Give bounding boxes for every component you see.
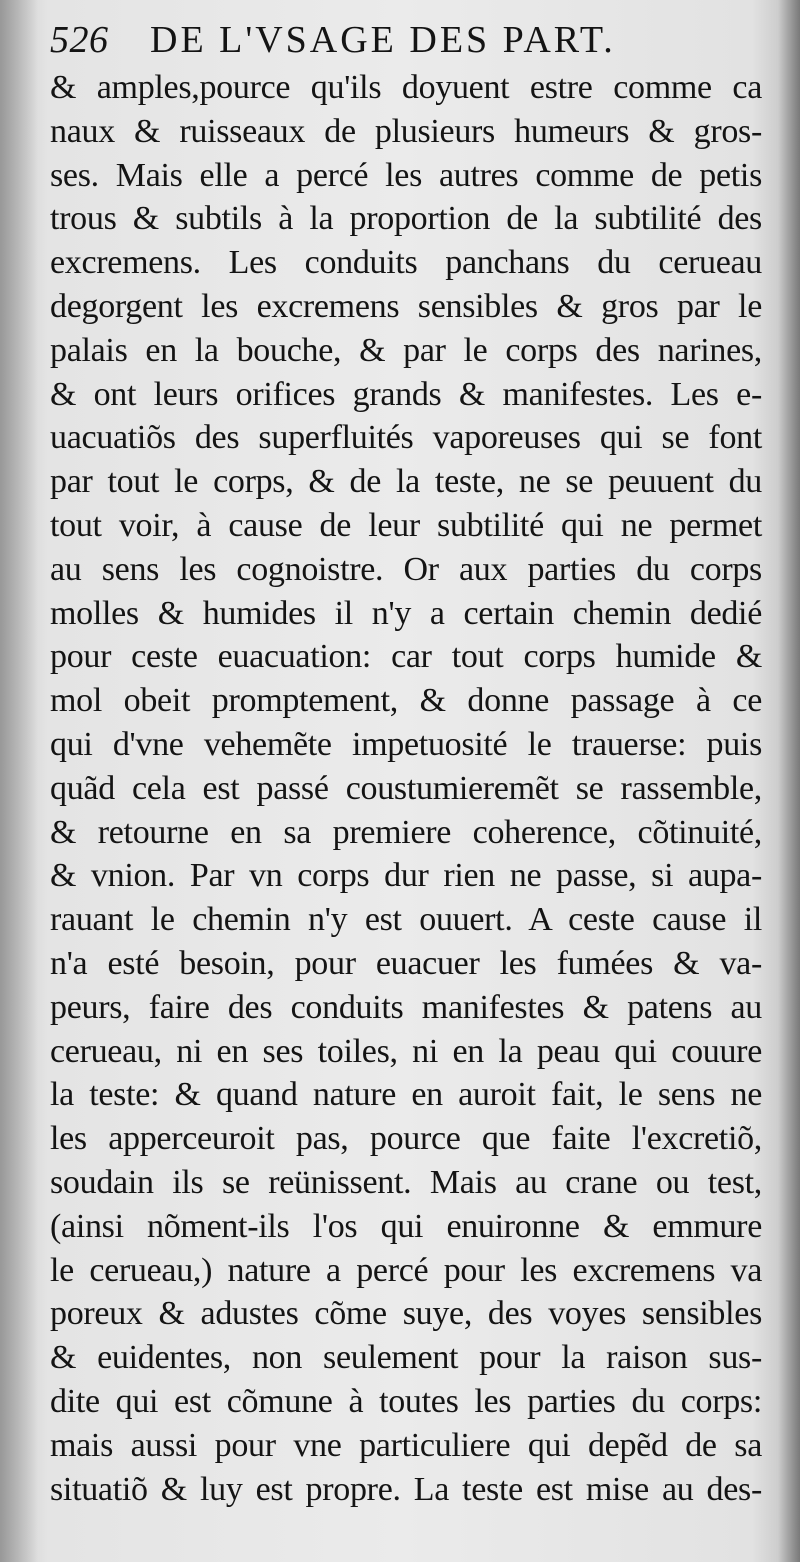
page-edge-shadow xyxy=(778,0,800,1562)
text-line: la teste: & quand nature en auroit fait, le sens ne xyxy=(50,1076,762,1114)
text-line: trous & subtils à la proportion de la subtilité des xyxy=(50,200,762,238)
body-text xyxy=(50,66,762,1511)
text-line: par tout le corps, & de la teste, ne se peuuent du xyxy=(50,463,762,501)
text-line: qui d'vne vehemẽte impetuosité le trauerse: puis xyxy=(50,725,762,763)
text-line: uacuatiõs des superfluités vaporeuses qui se font xyxy=(50,419,762,457)
running-head: DE L'VSAGE DES PART. xyxy=(150,19,616,61)
text-line: & amples,pource qu'ils doyuent estre comme ca xyxy=(50,69,762,106)
text-line: au sens les cognoistre. Or aux parties du corps xyxy=(50,550,762,588)
text-line: situatiõ & luy est propre. La teste est mise au des- xyxy=(50,1470,762,1508)
text-line: & retourne en sa premiere coherence, cõtinuité, xyxy=(50,813,762,851)
gutter-shadow xyxy=(0,0,38,1562)
text-line: poreux & adustes cõme suye, des voyes sensibles xyxy=(50,1295,762,1333)
page-number: 526 xyxy=(50,19,109,61)
text-line: mol obeit promptement, & donne passage à ce xyxy=(50,682,762,720)
text-line: soudain ils se reünissent. Mais au crane ou test, xyxy=(50,1163,762,1201)
text-line: le cerueau,) nature a percé pour les excremens va xyxy=(50,1251,762,1289)
text-line: dite qui est cõmune à toutes les parties du corps: xyxy=(50,1382,762,1420)
text-line: quãd cela est passé coustumieremẽt se rassemble, xyxy=(50,769,762,807)
text-line: naux & ruisseaux de plusieurs humeurs & gros- xyxy=(50,112,762,150)
text-line: les apperceuroit pas, pource que faite l'excretiõ, xyxy=(50,1120,762,1158)
text-line: cerueau, ni en ses toiles, ni en la peau qui couure xyxy=(50,1032,762,1070)
text-line: degorgent les excremens sensibles & gros par le xyxy=(50,287,762,325)
text-line: pour ceste euacuation: car tout corps humide & xyxy=(50,638,762,676)
text-line: excremens. Les conduits panchans du cerueau xyxy=(50,244,762,282)
text-line: molles & humides il n'y a certain chemin dedié xyxy=(50,594,762,632)
page-header xyxy=(50,14,750,64)
text-line: ses. Mais elle a percé les autres comme de petis xyxy=(50,156,762,194)
text-line: peurs, faire des conduits manifestes & patens au xyxy=(50,988,762,1026)
text-line: & euidentes, non seulement pour la raison sus- xyxy=(50,1339,762,1377)
text-line: & vnion. Par vn corps dur rien ne passe, si aupa- xyxy=(50,857,762,895)
text-line: palais en la bouche, & par le corps des narines, xyxy=(50,331,762,369)
text-line: (ainsi nõment-ils l'os qui enuironne & emmure xyxy=(50,1207,762,1245)
text-line: tout voir, à cause de leur subtilité qui ne permet xyxy=(50,506,762,544)
text-line: & ont leurs orifices grands & manifestes. Les e- xyxy=(50,375,762,413)
text-line: mais aussi pour vne particuliere qui depẽd de sa xyxy=(50,1426,762,1464)
text-line: n'a esté besoin, pour euacuer les fumées & va- xyxy=(50,944,762,982)
text-line: rauant le chemin n'y est ouuert. A ceste cause il xyxy=(50,901,762,939)
